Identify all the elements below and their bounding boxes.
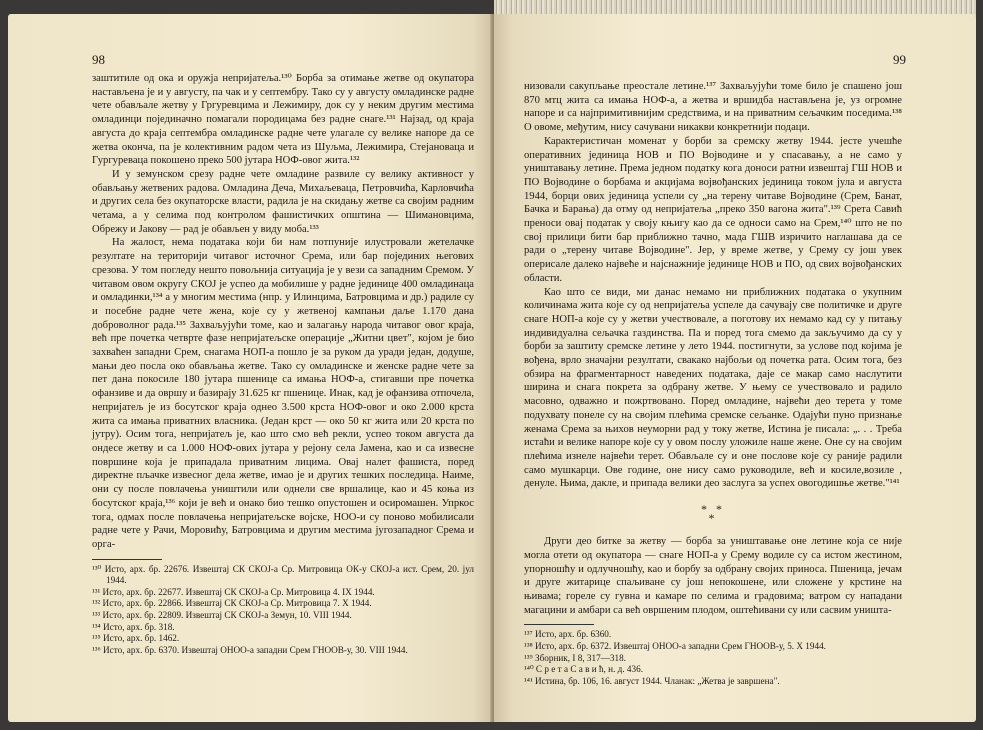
footnote: ¹³⁷ Исто, арх. бр. 6360. [524, 629, 612, 640]
footnote: ¹³¹ Исто, арх. бр. 22677. Извештај СК СКОЈ-а Ср. Митровица 4. IX 1944. [92, 586, 375, 597]
paragraph: Други део битке за жетву — борба за уништавање оне летине која се није могла отети од окупатора — снаге НОП-а у Срему водиле су са истом жестином, упорношћу и одлучношћу, као и борбу за одбрану својих приноса. Пшеница, јечам и друге житарице спаљиване су још непокошене, или сложене у крстине на њивама; гореле су гувна и камаре по селима и градовима; ватром су нападани магацини и амбари са већ овршеним плодом, оштећивани су или сасвим уништа- [524, 536, 902, 616]
footnote: ¹⁴¹ Истина, бр. 106, 16. август 1944. Чланак: „Жетва је завршена". [524, 675, 780, 686]
footnote: ¹³⁸ Исто, арх. бр. 6372. Извештај ОНОО-а западни Срем ГНООВ-у, 5. X 1944. [524, 640, 826, 651]
left-page [8, 14, 492, 722]
right-page [494, 14, 976, 722]
paragraph: Као што се види, ми данас немамо ни приближних података о укупним количинама жита које су од непријатеља успеле да сачувају све политичке и друге снаге НОП-а које су у жетви учествовале, а поготову их немамо кад су у питању индивидуална сељачка газдинства. Па и поред тога смемо да закључимо да су у борби за заштиту сремске летине у лето 1944. постигнути, за услове под којима је вођена, врло значајни резултати, свакако најбољи од почетка рата. Осим тога, без обзира на фрагментарност наведених података, даје се макар само наслутити ширина и снага покрета за одбрану жетве. У њему се учествовало и радило масовно, одважно и пожртвовано. Поред омладине, највећи део терета у томе подухвату понеле су на својим плећима сремске сељанке. Одајући пуно признање женама Срема за њихов неуморни рад у току жетве, Истина је писала: „. . . Треба истаћи и велике напоре које су у овом послу уложиле наше жене. Оне су на својим плећима изнеле највећи терет. Обављале су и оне послове које су раније радили само мушкарци. Ове године, оне нису само руководиле, већ и косиле,возиле , денуле. Њима, дакле, и припада велики део заслуга за успех овогодишње жетве."¹⁴¹ [524, 286, 902, 490]
right-page-text [524, 80, 902, 687]
footnote-rule [524, 624, 594, 625]
left-page-text [92, 72, 474, 656]
footnote: ¹³⁴ Исто, арх. бр. 318. [92, 621, 175, 632]
footnote: ¹³⁶ Исто, арх. бр. 6370. Извештај ОНОО-а западни Срем ГНООВ-у, 30. VIII 1944. [92, 644, 408, 655]
section-separator: * * * [701, 502, 725, 526]
footnote: ¹³² Исто, арх. бр. 22866. Извештај СК СКОЈ-а Ср. Митровица 7. X 1944. [92, 598, 372, 609]
page-number: 99 [893, 52, 906, 67]
footnote: ¹³⁵ Исто, арх. бр. 1462. [92, 633, 180, 644]
footnote: ¹³⁰ Исто, арх. бр. 22676. Извештај СК СКОЈ-а Ср. Митровица ОК-у СКОЈ-а ист. Срем, 20. јул 1944. [92, 563, 474, 586]
footnote: ¹³³ Исто, арх. бр. 22809. Извештај СК СКОЈ-а Земун, 10. VIII 1944. [92, 609, 352, 620]
paragraph: На жалост, нема података који би нам потпуније илустровали жетелачке резултате на територији читавог источног Срема, или бар појединих његових срезова. У том погледу нешто повољнија ситуација је у вези са западним Сремом. У читавом овом округу СКОЈ је успео да мобилише у радне јединице 400 омладинаца и омладинки,¹³⁴ а у многим местима (нпр. у Илинцима, Батровцима и др.) радиле су и посебне радне чете жена, које су у жетвеној кампањи даље 1.170 дана доброволног рада.¹³⁵ Захваљујући томе, као и залагању народа читавог овог краја, већ пре почетка четврте фазе непријатељске операције „Житни цвет", којом је био захваћен западни Срем, снагама НОП-а пошло је за руком да уради један, додуше, мањи део посла око обављања жетве. Тако су омладинске и женске радне чете за пет дана покосиле 180 јутара пшенице са имања НОФ-а, стигавши пре почетка офанзиве и да овршу и базирају 31.625 кг пшенице. Инак, кад је офанзива отпочела, непријатељ је из босутског краја однео 3.500 крста НОФ-овог и око 2.000 крста жита са имања приватних власника. (Један крст — око 50 кг жита или 20 крста по јутру). Осим тога, непријатељ је, као што смо већ рекли, успео током августа да ондесе жетву и са 1.000 НОФ-ових јутара у рејону села Јамена, као и са извесне површине која је припадала приватним лицима. Овај налет фашиста, поред директне пљачке извесног дела жетве, имао је и других тешких последица. Наиме, они су после повлачења уништили или однели све вршалице, као и 45 коња из босутског краја,¹³⁶ који је већ и онако био тешко опустошен и осиромашен. Упркос тога, одмах после повлачења непријатељске војске, НОО-и су поново мобилисали радне чете у Рачи, Моровићу, Батровцима и другим местима југозападног Срема и орга- [92, 237, 474, 550]
paragraph: низовали сакупљање преостале летине.¹³⁷ Захваљујући томе било је спашено још 870 мтц жита са имања НОФ-а, а жетва и вршидба настављена је, уз огромне напоре и са најпримитивнијим средствима, и на приватним сељачким поседима.¹³⁸ О овоме, међутим, нису сачувани никакви конкретнији подаци. [524, 81, 902, 134]
footnote: ¹³⁹ Зборник, I 8, 317—318. [524, 652, 626, 663]
paragraph: заштитиле од ока и оружја непријатеља.¹³⁰ Борба за отимање жетве од окупатора настављена је и у августу, па чак и у септембру. Тако су у августу омладинске радне чете обављале жетву у Гргуревцима и Лежимиру, док су у неким другим местима омладинци појединачно помагали породицама без радне снаге.¹³¹ Најзад, од краја августа до краја септембра омладинске радне чете улагале су велике напоре да се жетва оконча, па је колективним радом чета из Шуљма, Лежимира, Стејановаца и Гургуреваца покошено преко 500 јутара НОФ-овог жита.¹³² [92, 73, 474, 167]
paragraph: И у земунском срезу радне чете омладине развиле су велику активност у обављању жетвених радова. Омладина Деча, Михаљеваца, Петровчића, Карловчића и других села без окупаторске власти, радила је на скидању жетве са својим радним четама, а у селима под контролом фашистичких општина — Шимановцима, Обрежу и Јакову — рад је обављен у виду моба.¹³³ [92, 168, 474, 235]
page-number: 98 [92, 52, 105, 67]
paragraph: Карактеристичан моменат у борби за сремску жетву 1944. јесте учешће оперативних јединица НОВ и ПО Војводине и у спасавању, а не само у уништавању летине. Према једном податку кога доноси ратни извештај ГШ НОВ и ПО Војводине о борбама и акцијама војвођанских јединица током јула и августа 1944, борци ових јединица успели су „на терену читаве Војводине (Срем, Банат, Бачка и Барања) да отму од непријатеља „преко 350 вагона жита".¹³⁹ Срета Савић преноси овај податак у своју књигу као да се односи само на Срем,¹⁴⁰ што не по свој прилици бити бар приближно тачно, мада ГШВ изричито наглашава да се ради о „терену читаве Војводине". Јер, у време жетве, у Срему су још увек оперисале далеко највеће и најснажније јединице НОВ и ПО, од свих војвођанских области. [524, 135, 902, 284]
footnote: ¹⁴⁰ С р е т а С а в и ћ, н. д. 436. [524, 664, 644, 675]
footnote-rule [92, 559, 162, 560]
